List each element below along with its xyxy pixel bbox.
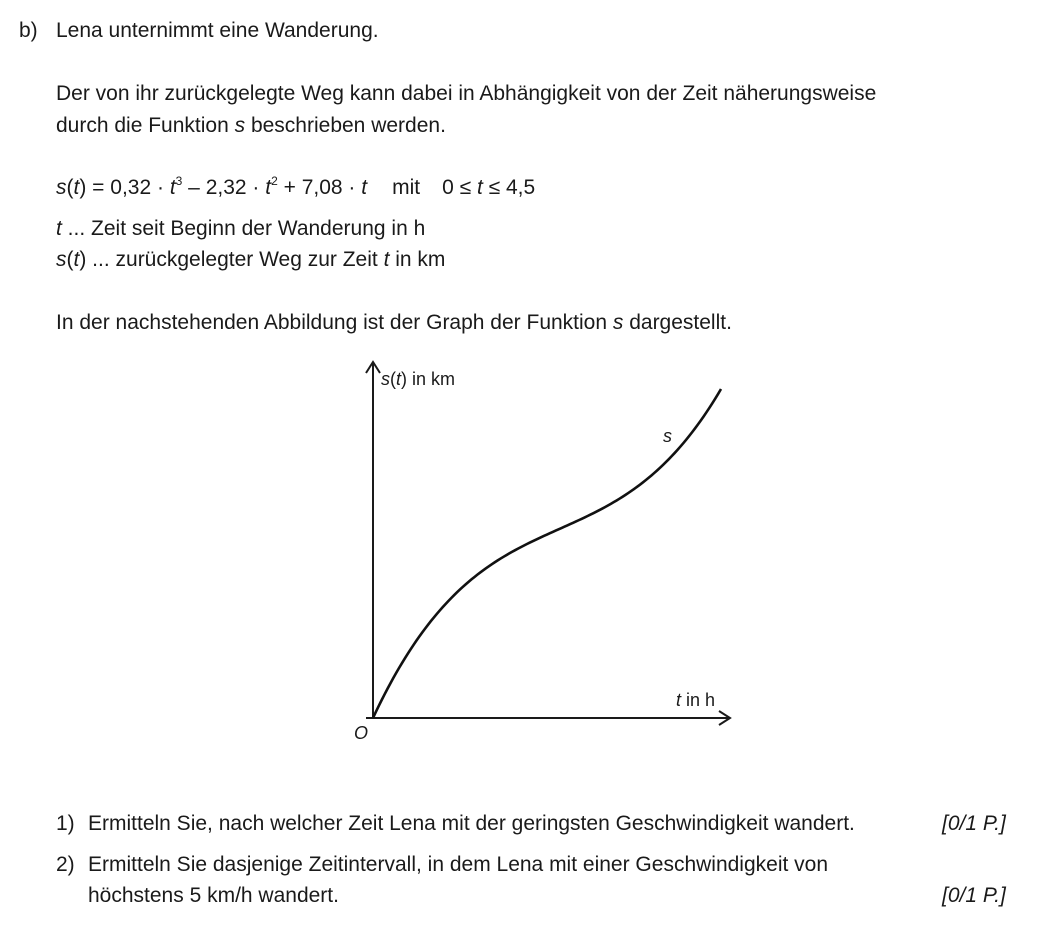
x-axis-label: t in h [676,690,716,710]
question-1-points: [0/1 P.] [942,812,1006,835]
question-2-text-line1: Ermitteln Sie dasjenige Zeitintervall, in dem Lena mit einer Geschwindigkeit von [88,853,829,876]
task-description-line1: Der von ihr zurückgelegte Weg kann dabei in Abhängigkeit von der Zeit näherungsweise [56,82,877,105]
task-intro: Lena unternimmt eine Wanderung. [56,19,379,42]
legend-s: s(t) ... zurückgelegter Weg zur Zeit t in km [56,248,446,271]
question-2-points: [0/1 P.] [942,884,1006,907]
legend-t: t ... Zeit seit Beginn der Wanderung in h [56,217,426,240]
question-1-text: Ermitteln Sie, nach welcher Zeit Lena mit der geringsten Geschwindigkeit wandert. [88,812,855,835]
task-label: b) [19,19,38,42]
question-2-text-line2: höchstens 5 km/h wandert. [88,884,339,907]
function-formula: $s(t) = 0,32 \cdot t^3 - 2,32 \cdot t^2 + 7,08 \cdot t$ mit 0 ≤ t ≤ 4,5 [56,174,536,199]
question-2-number: 2) [56,853,75,876]
y-axis-label: s(t) in km [381,369,456,389]
task-description-line2: durch die Funktion s beschrieben werden. [56,114,446,137]
figure-intro: In der nachstehenden Abbildung ist der Graph der Funktion s dargestellt. [56,311,732,334]
origin-label: O [354,723,369,743]
curve-label: s [663,426,672,446]
question-1-number: 1) [56,812,75,835]
